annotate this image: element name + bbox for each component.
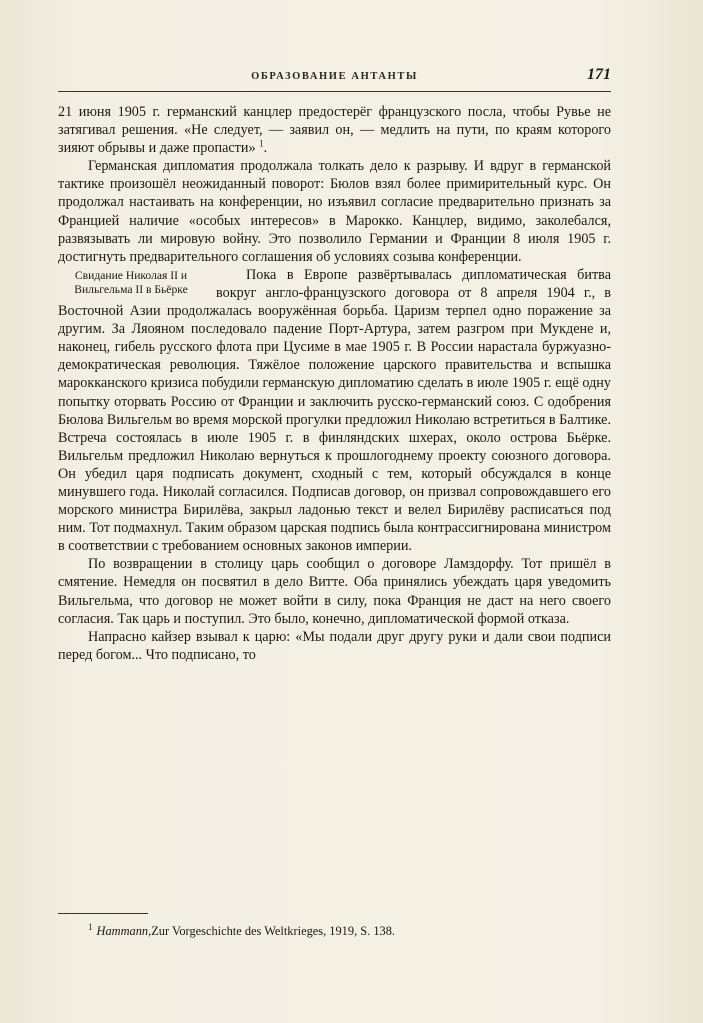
paragraph-1-text: 21 июня 1905 г. германский канцлер предостерёг французского посла, чтобы Рувье не затягивал решения. «Не следует, — заявил он, — медлить на пути, по краям которого зияют обрывы и даже пропасти» [58,104,611,157]
footnote-marker: 1 [88,922,93,932]
paragraph-3-text: Пока в Европе развёртывалась дипломатическая битва вокруг англо-французского договора от 8 апреля 1904 г., в Восточной Азии продолжалась вооружённая борьба. Царизм терпел одно поражение за другим. За Ляояном последовало падение Порт-Артура, затем разгром при Мукдене и, наконец, гибель русского флота при Цусиме в мае 1905 г. В России нарастала буржуазно-демократическая революция. Тяжёлое положение царского правительства и вспышка марокканского кризиса побудили германскую дипломатию сделать в июле 1905 г. ещё одну попытку оторвать Россию от Франции и заключить русско-германский союз. С одобрения Бюлова Вильгельм во время морской прогулки предложил Николаю встретиться в Балтике. Встреча состоялась в июле 1905 г. в финляндских шхерах, около острова Бьёрке. Вильгельм предложил Николаю вернуться к прошлогоднему проекту союзного договора. Он убедил царя подписать документ, сходный с тем, который обсуждался в конце минувшего года. Николай согласился. Подписав договор, он призвал сопровождавшего его морского министра Бирилёва, закрыл ладонью текст и велел Бирилёву расписаться под ним. Тот подмахнул. Таким образом царская подпись была контрассигнирована министром в соответствии с требованием основных законов империи. [58,266,611,555]
body-text [58,103,611,664]
paragraph-4: По возвращении в столицу царь сообщил о договоре Ламздорфу. Тот пришёл в смятение. Немедля он посвятил в дело Витте. Оба принялись убеждать царя уведомить Вильгельма, что договор не может войти в силу, пока Франция не даст на него своего согласия. Так царь и поступил. Это было, конечно, дипломатической формой отказа. [58,556,611,627]
footnote-author: Hammann, [96,924,152,939]
running-title: ОБРАЗОВАНИЕ АНТАНТЫ [251,71,418,82]
paragraph-1: 21 июня 1905 г. германский канцлер предостерёг французского посла, чтобы Рувье не затягивал решения. «Не следует, — заявил он, — медлить на пути, по краям которого зияют обрывы и даже пропасти» $^1$. [58,104,611,157]
footnote-reference: 1 [259,138,264,149]
footnote-text: Zur Vorgeschichte des Weltkrieges, 1919, S. 138. [151,924,396,939]
margin-note: Свидание Николая II и Вильгельма II в Бьёрке [74,268,188,296]
page-number: 171 [587,66,611,83]
paragraph-2: Германская дипломатия продолжала толкать дело к разрыву. И вдруг в германской тактике произошёл неожиданный поворот: Бюлов взял более примирительный курс. Он продолжал настаивать на конференции, но изъявил согласие предварительно признать за Францией наличие «особых интересов» в Марокко. Канцлер, видимо, заколебался, развязывать ли мировую войну. Это позволило Германии и Франции 8 июля 1905 г. достигнуть предварительного соглашения об условиях созыва конференции. [58,158,611,265]
footnote-rule [58,913,148,914]
running-head [58,66,611,88]
paragraph-5: Напрасно кайзер взывал к царю: «Мы подали друг другу руки и дали свои подписи перед богом... Что подписано, то [58,628,611,663]
header-rule [58,91,611,92]
footnote [88,919,608,939]
paragraph-3 [58,266,611,556]
